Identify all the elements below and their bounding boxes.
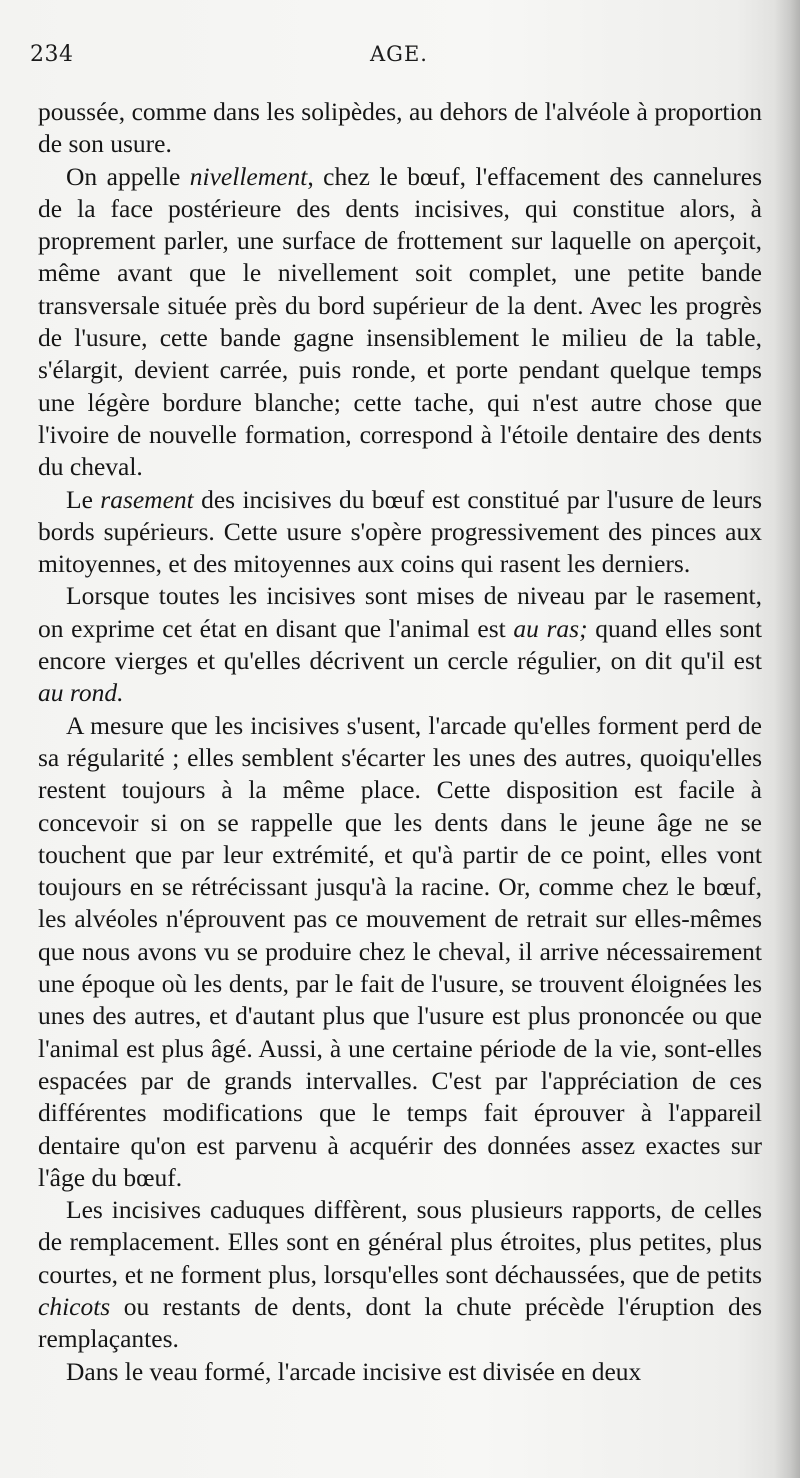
text-run: quand elles sont encore vierges et qu'elles décrivent un cercle régulier, on dit qu'il est <box>38 613 762 676</box>
text-run: Les incisives caduques diffèrent, sous plusieurs rapports, de celles de remplacement. Elles sont en général plus étroites, plus petites, plus courtes, et ne forment plus, lorsqu'elles sont déchaussées, que de petits <box>38 1195 762 1289</box>
body-text <box>38 96 762 1388</box>
running-head <box>30 42 770 78</box>
paragraph-veau <box>38 1356 762 1388</box>
paragraph-nivellement <box>38 161 762 484</box>
paragraph-caduques <box>38 1194 762 1355</box>
paragraph-arcade <box>38 710 762 1194</box>
paragraph-continuation <box>38 96 762 161</box>
paragraph-rasement <box>38 484 762 581</box>
paragraph-au-ras <box>38 580 762 709</box>
italic-term: nivellement <box>189 161 308 191</box>
text-run: On appelle <box>66 161 190 191</box>
text-run: Dans le veau formé, l'arcade incisive est divisée en deux <box>66 1356 642 1386</box>
page-gutter-shadow <box>774 0 800 1478</box>
text-run: des incisives du bœuf est constitué par l'usure de leurs bords supérieurs. Cette usure s'opère progressivement des pinces aux mitoyennes, et des mitoyennes aux coins qui rasent les derniers. <box>38 484 762 579</box>
page-number: 234 <box>30 42 74 67</box>
text-run: A mesure que les incisives s'usent, l'arcade qu'elles forment perd de sa régularité ; elles semblent s'écarter les unes des autres, quoiqu'elles restent toujours à la même place. Cette disposition est facile à concevoir si on se rappelle que les dents dans le jeune âge ne se touchent que par leur extrémité, et qu'à partir de ce point, elles vont toujours en se rétrécissant jusqu'à la racine. Or, comme chez le bœuf, les alvéoles n'éprouvent pas ce mouvement de retrait sur elles-mêmes que nous avons vu se produire chez le cheval, il arrive nécessairement une époque où les dents, par le fait de l'usure, se trouvent éloignées les unes des autres, et d'autant plus que l'usure est plus prononcée ou que l'animal est plus âgé. Aussi, à une certaine période de la vie, sont-elles espacées par de grands intervalles. C'est par l'appréciation de ces différentes modifications que le temps fait éprouver à l'appareil dentaire qu'on est parvenu à acquérir des données assez exactes sur l'âge du bœuf. <box>38 710 762 1192</box>
running-title: AGE. <box>370 42 428 66</box>
italic-term: rasement <box>100 484 194 514</box>
text-run: ou restants de dents, dont la chute précède l'éruption des remplaçantes. <box>38 1291 762 1354</box>
text-run: Le <box>66 484 101 514</box>
text-run: poussée, comme dans les solipèdes, au dehors de l'alvéole à proportion de son usure. <box>38 97 762 159</box>
italic-term: au rond. <box>38 678 124 708</box>
text-run: , chez le bœuf, l'effacement des cannelures de la face postérieure des dents incisives, qui constitue alors, à proprement parler, une surface de frottement sur laquelle on aperçoit, même avant que le nivellement soit complet, une petite bande transversale située près du bord supérieur de la dent. Avec les progrès de l'usure, cette bande gagne insensiblement le milieu de la table, s'élargit, devient carrée, puis ronde, et porte pendant quelque temps une légère bordure blanche; cette tache, qui n'est autre chose que l'ivoire de nouvelle formation, correspond à l'étoile dentaire des dents du cheval. <box>38 161 762 482</box>
italic-term: chicots <box>38 1291 111 1321</box>
italic-term: au ras; <box>513 613 588 643</box>
text-run: Lorsque toutes les incisives sont mises de niveau par le rasement, on exprime cet état en disant que l'animal est <box>38 581 762 643</box>
